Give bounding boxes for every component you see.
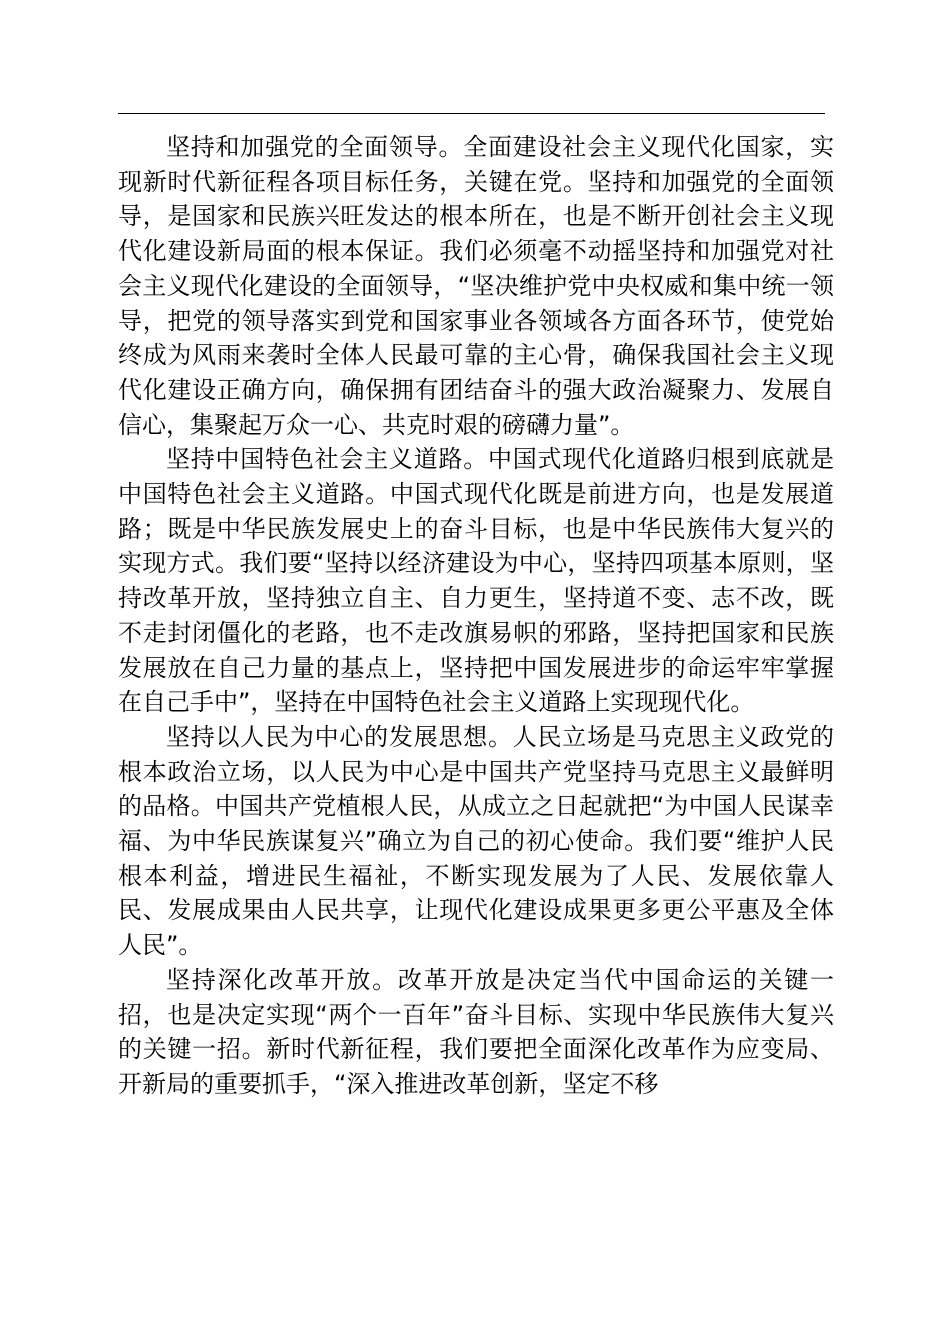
paragraph-socialist-road: 坚持中国特色社会主义道路。中国式现代化道路归根到底就是中国特色社会主义道路。中国式现代化既是前进方向，也是发展道路；既是中华民族发展史上的奋斗目标，也是中华民族伟大复兴的实现方式。我们要“坚持以经济建设为中心，坚持四项基本原则，坚持改革开放，坚持独立自主、自力更生，坚持道不变、志不改，既不走封闭僵化的老路，也不走改旗易帜的邪路，坚持把国家和民族发展放在自己力量的基点上，坚持把中国发展进步的命运牢牢掌握在自己手中”，坚持在中国特色社会主义道路上实现现代化。 (118, 445, 834, 717)
header-rule (118, 113, 825, 114)
paragraph-people-centered: 坚持以人民为中心的发展思想。人民立场是马克思主义政党的根本政治立场，以人民为中心是中国共产党坚持马克思主义最鲜明的品格。中国共产党植根人民，从成立之日起就把“为中国人民谋幸福、为中华民族谋复兴”确立为自己的初心使命。我们要“维护人民根本利益，增进民生福祉，不断实现发展为了人民、发展依靠人民、发展成果由人民共享，让现代化建设成果更多更公平惠及全体人民”。 (118, 722, 834, 960)
document-body (118, 130, 834, 1102)
paragraph-reform-opening: 坚持深化改革开放。改革开放是决定当代中国命运的关键一招，也是决定实现“两个一百年”奋斗目标、实现中华民族伟大复兴的关键一招。新时代新征程，我们要把全面深化改革作为应变局、开新局的重要抓手，“深入推进改革创新，坚定不移 (118, 965, 834, 1098)
paragraph-party-leadership: 坚持和加强党的全面领导。全面建设社会主义现代化国家，实现新时代新征程各项目标任务，关键在党。坚持和加强党的全面领导，是国家和民族兴旺发达的根本所在，也是不断开创社会主义现代化建设新局面的根本保证。我们必须毫不动摇坚持和加强党对社会主义现代化建设的全面领导，“坚决维护党中央权威和集中统一领导，把党的领导落实到党和国家事业各领域各方面各环节，使党始终成为风雨来袭时全体人民最可靠的主心骨，确保我国社会主义现代化建设正确方向，确保拥有团结奋斗的强大政治凝聚力、发展自信心，集聚起万众一心、共克时艰的磅礴力量”。 (118, 133, 834, 439)
